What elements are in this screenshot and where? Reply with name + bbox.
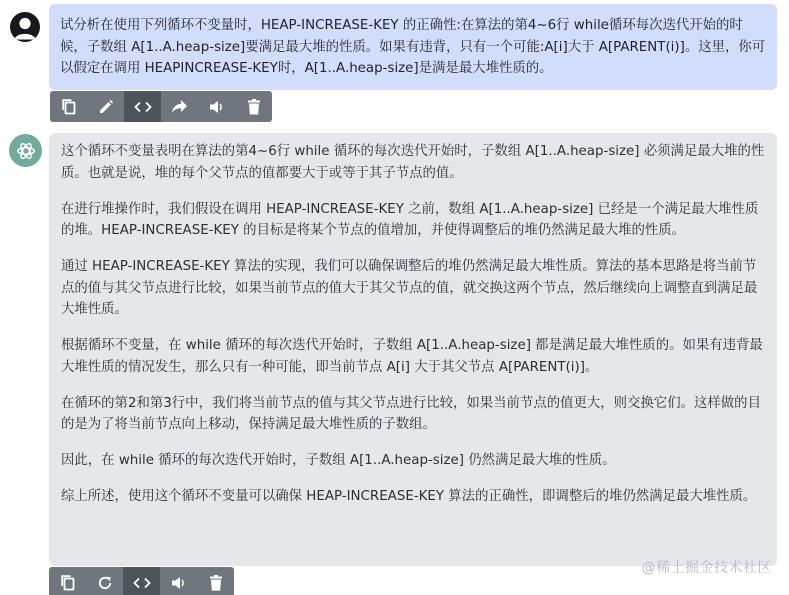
assistant-message-bubble [49,133,777,566]
regenerate-icon [97,575,113,591]
code-icon [133,576,151,590]
edit-button[interactable] [87,91,124,122]
read-aloud-button[interactable] [198,91,235,122]
delete-button[interactable] [235,91,272,122]
read-aloud-button[interactable] [160,567,197,595]
assistant-message-toolbar [49,567,234,595]
trash-icon [247,99,261,115]
user-message-bubble [49,4,777,90]
assistant-paragraph: 综上所述，使用这个循环不变量可以确保 HEAP-INCREASE-KEY 算法的正确性，即调整后的堆仍然满足最大堆性质。 [61,489,757,504]
assistant-paragraph: 通过 HEAP-INCREASE-KEY 算法的实现，我们可以确保调整后的堆仍然满足最大堆性质。算法的基本思路是将当前节点的值与其父节点进行比较，如果当前节点的值大于其父节点的值，就交换这两个节点，然后继续向上调整直到满足最大堆性质。 [61,259,758,317]
speaker-icon [171,576,187,590]
code-icon [134,100,152,114]
code-button[interactable] [124,91,161,122]
assistant-paragraph: 根据循环不变量，在 while 循环的每次迭代开始时，子数组 A[1..A.heap-size] 都是满足最大堆性质的。如果有违背最大堆性质的情况发生，那么只有一种可能，即当前节点 A[i] 大于其父节点 A[PARENT(i)]。 [61,338,763,375]
share-button[interactable] [161,91,198,122]
regenerate-button[interactable] [86,567,123,595]
user-message-toolbar [50,91,272,122]
edit-icon [98,99,114,115]
user-avatar-icon [10,12,40,42]
copy-button[interactable] [49,567,86,595]
assistant-paragraph: 这个循环不变量表明在算法的第4~6行 while 循环的每次迭代开始时，子数组 A[1..A.heap-size] 必须满足最大堆的性质。也就是说，堆的每个父节点的值都要大于或等于其子节点的值。 [61,144,765,181]
assistant-paragraph: 因此，在 while 循环的每次迭代开始时，子数组 A[1..A.heap-size] 仍然满足最大堆的性质。 [61,453,616,468]
assistant-paragraph: 在循环的第2和第3行中，我们将当前节点的值与其父节点进行比较，如果当前节点的值更大，则交换它们。这样做的目的是为了将当前节点向上移动，保持满足最大堆性质的子数组。 [61,395,761,432]
copy-icon [60,574,76,591]
share-icon [171,99,188,114]
speaker-icon [209,100,225,114]
watermark: @稀土掘金技术社区 [641,560,772,576]
assistant-paragraph: 在进行堆操作时，我们假设在调用 HEAP-INCREASE-KEY 之前，数组 A[1..A.heap-size] 已经是一个满足最大堆性质的堆。HEAP-INCREASE-KEY 的目标是将某个节点的值增加，并使得调整后的堆仍然满足最大堆的性质。 [61,201,759,238]
assistant-avatar-icon [9,134,42,167]
copy-button[interactable] [50,91,87,122]
trash-icon [209,575,223,591]
user-message-text: 试分析在使用下列循环不变量时，HEAP-INCREASE-KEY 的正确性:在算法的第4~6行 while循环每次迭代开始的时候，子数组 A[1..A.heap-size]要满足最大堆的性质。如果有违背，只有一个可能:A[i]大于 A[PARENT(i)]。这里，你可以假定在调用 HEAPINCREASE-KEY时，A[1..A.heap-size]是满是最大堆性质的。 [60,18,766,76]
copy-icon [61,98,77,115]
code-button[interactable] [123,567,160,595]
delete-button[interactable] [197,567,234,595]
